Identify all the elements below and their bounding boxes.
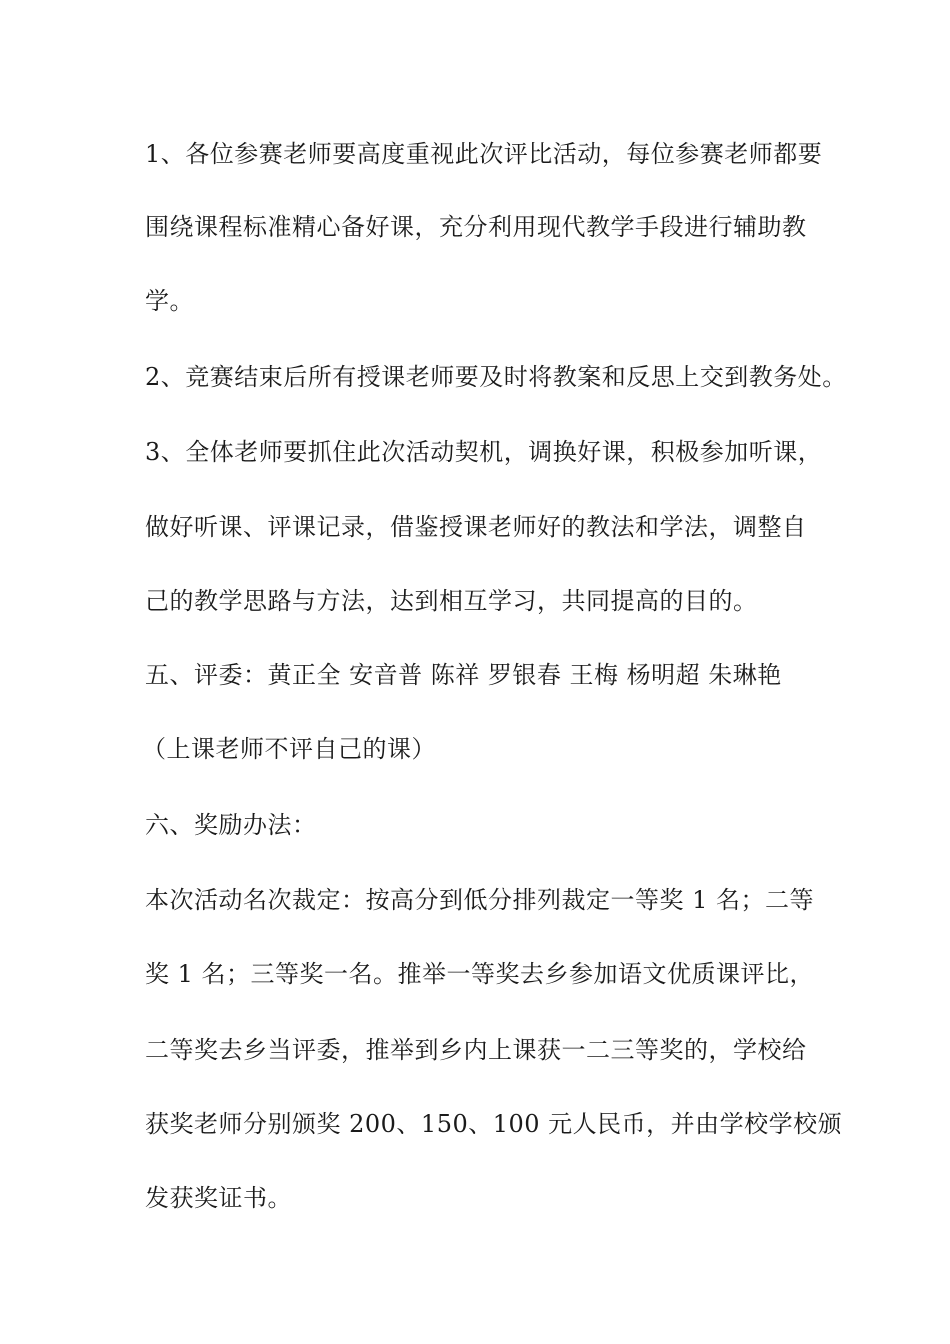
judges-note-line: （上课老师不评自己的课） (142, 735, 436, 763)
requirement-2-line: 2、竞赛结束后所有授课老师要及时将教案和反思上交到教务处。 (145, 363, 847, 391)
rewards-heading: 六、奖励办法： (145, 811, 317, 839)
requirement-3-line-3: 己的教学思路与方法，达到相互学习，共同提高的目的。 (145, 587, 758, 615)
requirement-3-line-2: 做好听课、评课记录，借鉴授课老师好的教法和学法，调整自 (145, 513, 807, 541)
rewards-line-2: 奖 1 名；三等奖一名。推举一等奖去乡参加语文优质课评比， (145, 960, 815, 988)
judges-heading-line: 五、评委：黄正全 安音普 陈祥 罗银春 王梅 杨明超 朱琳艳 (145, 661, 782, 689)
rewards-line-3: 二等奖去乡当评委，推举到乡内上课获一二三等奖的，学校给 (145, 1036, 807, 1064)
requirement-3-line-1: 3、全体老师要抓住此次活动契机，调换好课，积极参加听课， (145, 438, 823, 466)
requirement-1-line-2: 围绕课程标准精心备好课，充分利用现代教学手段进行辅助教 (145, 213, 807, 241)
rewards-line-1: 本次活动名次裁定：按高分到低分排列裁定一等奖 1 名；二等 (145, 886, 815, 914)
requirement-1-line-3: 学。 (145, 287, 194, 315)
rewards-line-5: 发获奖证书。 (145, 1184, 292, 1212)
requirement-1-line-1: 1、各位参赛老师要高度重视此次评比活动，每位参赛老师都要 (145, 140, 823, 168)
rewards-line-4: 获奖老师分别颁奖 200、150、100 元人民币，并由学校学校颁 (145, 1110, 843, 1138)
